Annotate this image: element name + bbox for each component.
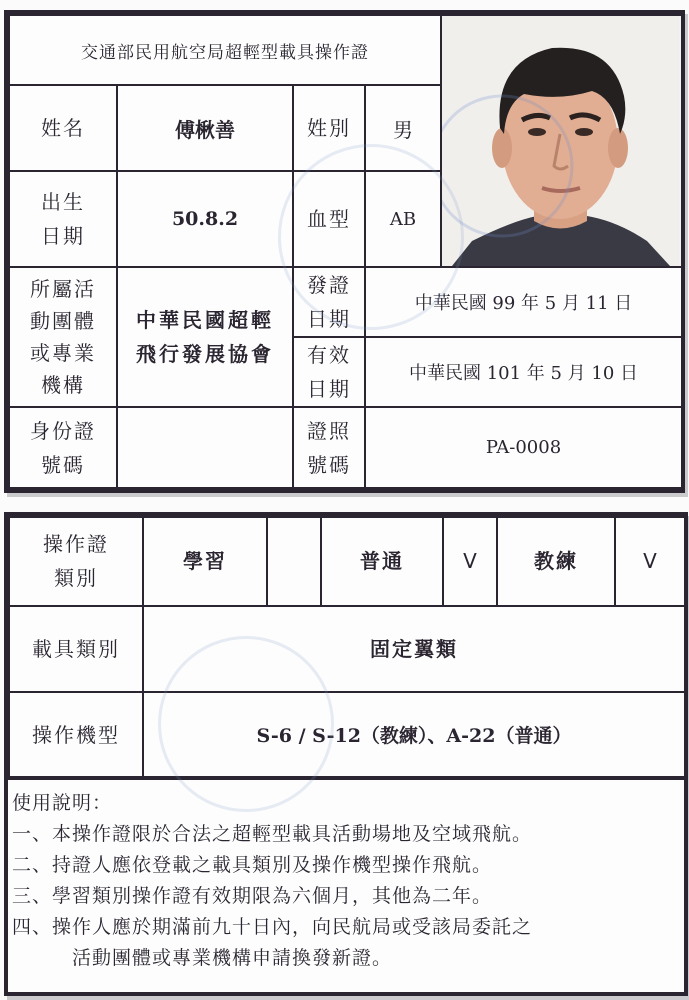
portrait-image [442,16,679,266]
model-value: S-6 / S-12（教練）、A-22（普通） [143,692,685,777]
blood-label: 血型 [293,171,365,267]
org-value: 中華民國超輕 飛行發展協會 [117,267,293,407]
license-number-value: PA-0008 [365,407,682,488]
license-number-label: 證照 號碼 [293,407,365,488]
license-card-back [4,512,688,996]
holder-photo [441,15,682,267]
back-info-table [8,516,686,778]
id-number-value [117,407,293,488]
gender-value: 男 [365,85,441,171]
category-coach: 教練 [497,517,615,606]
notes-title: 使用說明： [12,792,113,814]
note-item: 三、學習類別操作證有效期限為六個月，其他為二年。 [12,885,493,907]
category-learn: 學習 [143,517,267,606]
coach-check: V [615,517,685,606]
front-info-table [8,14,683,489]
note-item: 二、持證人應依登載之載具類別及操作機型操作飛航。 [12,854,493,876]
name-value: 傅楸善 [117,85,293,171]
note-item: 四、操作人應於期滿前九十日內，向民航局或受該局委託之 [12,916,533,938]
issue-date-value: 中華民國 99 年 5 月 11 日 [365,267,682,337]
category-label: 操作證 類別 [9,517,143,606]
expiry-date-label: 有效 日期 [293,337,365,407]
normal-check: V [443,517,497,606]
birth-value: 50.8.2 [117,171,293,267]
note-item: 一、本操作證限於合法之超輕型載具活動場地及空域飛航。 [12,823,533,845]
card-title: 交通部民用航空局超輕型載具操作證 [9,15,441,85]
learn-check [267,517,321,606]
blood-value: AB [365,171,441,267]
id-number-label: 身份證 號碼 [9,407,117,488]
vehicle-type-value: 固定翼類 [143,606,685,693]
org-label: 所屬活 動團體 或專業 機構 [9,267,117,407]
expiry-date-value: 中華民國 101 年 5 月 10 日 [365,337,682,407]
model-label: 操作機型 [9,692,143,777]
category-normal: 普通 [321,517,443,606]
usage-notes [8,778,684,992]
license-card-front [4,10,685,493]
name-label: 姓名 [9,85,117,171]
note-item-continued: 活動團體或專業機構申請換發新證。 [72,947,393,969]
issue-date-label: 發證 日期 [293,267,365,337]
vehicle-type-label: 載具類別 [9,606,143,693]
gender-label: 姓別 [293,85,365,171]
birth-label: 出生 日期 [9,171,117,267]
